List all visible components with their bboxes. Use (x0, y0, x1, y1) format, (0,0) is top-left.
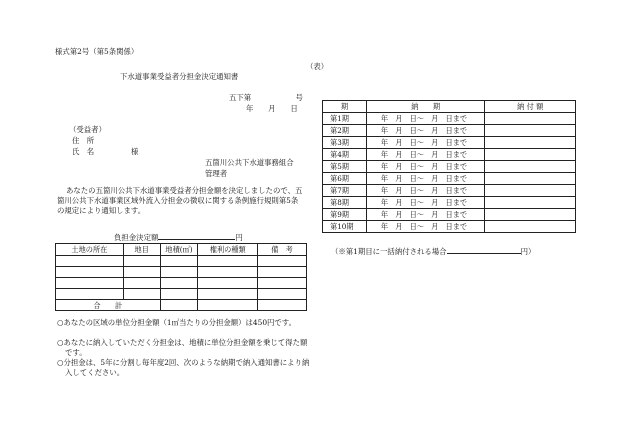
total-label: 合 計 (56, 300, 161, 311)
amount-line (114, 231, 243, 242)
land-table-total-row (56, 300, 307, 311)
table-row (56, 289, 307, 300)
payment-due-period: 年 月 日～ 月 日まで (366, 161, 485, 173)
payment-amount-cell (485, 161, 576, 173)
payment-row (323, 197, 576, 209)
header-due-period: 納 期 (366, 101, 485, 113)
payment-amount-cell (485, 113, 576, 125)
payment-due-period: 年 月 日～ 月 日まで (366, 137, 485, 149)
payment-table-header (323, 101, 576, 113)
issuer-title: 管理者 (205, 169, 228, 178)
payment-row (323, 173, 576, 185)
payment-row (323, 125, 576, 137)
header-land-category: 地目 (123, 244, 160, 256)
payment-amount-cell (485, 149, 576, 161)
front-side-label: （表） (306, 62, 329, 71)
land-table (55, 243, 307, 311)
notification-body: あなたの五箇川公共下水道事業受益者分担金額を決定しましたので、五箇川公共下水道事業区域外流入分担金の徴収に関する条例施行規則第5条の規定により通知します。 (57, 186, 303, 215)
honorific: 様 (131, 147, 139, 156)
payment-due-period: 年 月 日～ 月 日まで (366, 125, 485, 137)
land-table-header (56, 244, 307, 256)
payment-amount-cell (485, 197, 576, 209)
payment-amount-cell (485, 137, 576, 149)
payment-term: 第6期 (323, 173, 367, 185)
table-row (56, 267, 307, 278)
form-number: 様式第2号（第5条関係） (55, 47, 139, 56)
payment-term: 第9期 (323, 209, 367, 221)
header-land-location: 土地の所在 (56, 244, 124, 256)
lump-sum-note-line (331, 245, 535, 256)
lump-sum-unit: 円） (520, 247, 536, 256)
table-row (56, 278, 307, 289)
lump-sum-blank (447, 245, 521, 254)
payment-term: 第10期 (323, 221, 367, 233)
note-unit-charge: ○あなたの区域の単位分担金額（1㎡当たりの分担金額）は450円です。 (57, 318, 296, 327)
payment-amount-cell (485, 185, 576, 197)
payment-term: 第8期 (323, 197, 367, 209)
payment-due-period: 年 月 日～ 月 日まで (366, 197, 485, 209)
payment-term: 第1期 (323, 113, 367, 125)
amount-unit: 円 (235, 233, 243, 242)
payment-due-period: 年 月 日～ 月 日まで (366, 221, 485, 233)
payment-amount-cell (485, 125, 576, 137)
address-label: 住 所 (72, 136, 95, 145)
table-row (56, 256, 307, 267)
issuer-organization: 五箇川公共下水道事務組合 (205, 158, 294, 167)
note-installments: ○分担金は、5年に分割し毎年度2回、次のような納期で納入通知書により納入してください。 (57, 358, 310, 377)
payment-row (323, 137, 576, 149)
document-number: 五下第 号 (229, 93, 303, 102)
header-remarks: 備 考 (258, 244, 307, 256)
payment-due-period: 年 月 日～ 月 日まで (366, 113, 485, 125)
payment-row (323, 185, 576, 197)
payment-due-period: 年 月 日～ 月 日まで (366, 209, 485, 221)
document-title: 下水道事業受益者分担金決定通知書 (120, 72, 239, 81)
payment-amount-cell (485, 221, 576, 233)
payment-term: 第7期 (323, 185, 367, 197)
payment-amount-cell (485, 173, 576, 185)
header-land-area: 地積(㎡) (160, 244, 198, 256)
payment-row (323, 161, 576, 173)
issue-date: 年 月 日 (246, 104, 298, 113)
payment-term: 第2期 (323, 125, 367, 137)
amount-blank (158, 231, 235, 240)
payment-amount-cell (485, 209, 576, 221)
payment-term: 第5期 (323, 161, 367, 173)
payment-due-period: 年 月 日～ 月 日まで (366, 149, 485, 161)
lump-sum-note: （※第1期目に一括納付される場合 (331, 247, 447, 256)
header-right-type: 権利の種類 (198, 244, 258, 256)
header-payment-amount: 納 付 額 (485, 101, 576, 113)
name-label: 氏 名 (72, 147, 95, 156)
payment-term: 第3期 (323, 137, 367, 149)
payment-row (323, 113, 576, 125)
payment-due-period: 年 月 日～ 月 日まで (366, 185, 485, 197)
recipient-heading: （受益者） (69, 125, 106, 134)
header-term: 期 (323, 101, 367, 113)
payment-row (323, 221, 576, 233)
payment-term: 第4期 (323, 149, 367, 161)
payment-row (323, 149, 576, 161)
note-charge-calculation: ○あなたに納入していただく分担金は、地積に単位分担金額を乗じて得た額です。 (57, 338, 308, 357)
payment-row (323, 209, 576, 221)
payment-schedule-table (322, 100, 576, 233)
payment-due-period: 年 月 日～ 月 日まで (366, 173, 485, 185)
amount-label: 負担金決定額 (114, 233, 159, 242)
